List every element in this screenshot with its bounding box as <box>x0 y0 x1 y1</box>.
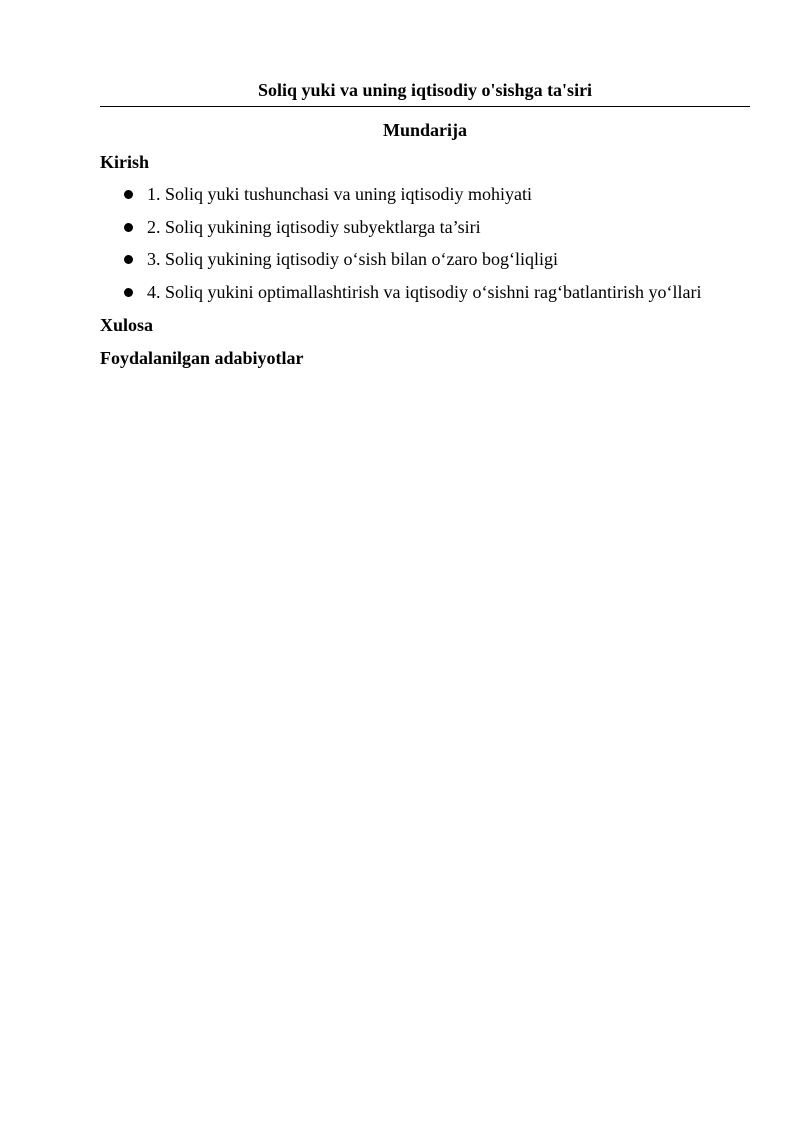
toc-item-label: 4. Soliq yukini optimallashtirish va iqtisodiy o‘sishni rag‘batlantirish yo‘llari <box>147 281 702 302</box>
toc-item-label: 2. Soliq yukining iqtisodiy subyektlarga ta’siri <box>147 216 481 237</box>
bullet-icon <box>124 288 133 297</box>
table-of-contents-heading: Mundarija <box>382 120 467 140</box>
intro-heading: Kirish <box>100 152 150 172</box>
conclusion-heading: Xulosa <box>100 315 154 335</box>
references-heading: Foydalanilgan adabiyotlar <box>100 348 304 368</box>
bullet-icon <box>124 255 133 264</box>
bullet-icon <box>124 223 133 232</box>
document-title: Soliq yuki va uning iqtisodiy o'sishga ta'siri <box>257 80 593 100</box>
toc-item-label: 3. Soliq yukining iqtisodiy o‘sish bilan o‘zaro bog‘liqligi <box>147 249 558 270</box>
bullet-icon <box>124 190 133 199</box>
toc-item-label: 1. Soliq yuki tushunchasi va uning iqtisodiy mohiyati <box>147 184 532 204</box>
title-divider <box>100 106 750 107</box>
